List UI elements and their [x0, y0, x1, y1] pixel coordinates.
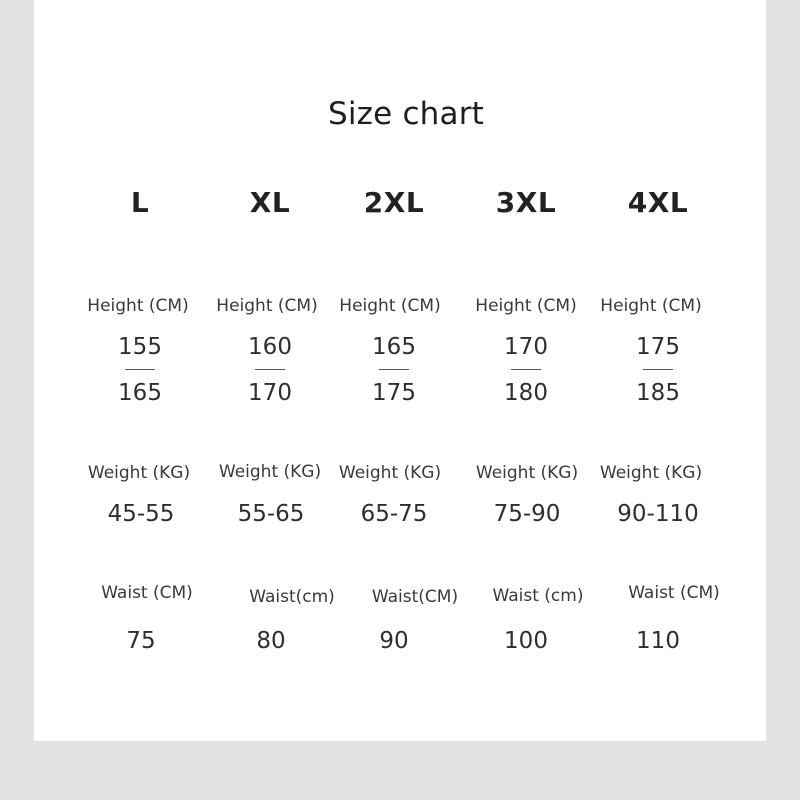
page-title: Size chart	[327, 96, 485, 132]
height-max-xl: 170	[248, 380, 292, 406]
height-max-2xl: 175	[372, 380, 416, 406]
height-label-2xl: Height (CM)	[339, 296, 441, 316]
weight-value-xl: 55-65	[237, 501, 305, 527]
height-min-3xl: 170	[504, 334, 548, 360]
weight-value-3xl: 75-90	[493, 501, 561, 527]
waist-label-4xl: Waist (CM)	[628, 583, 720, 603]
waist-label-2xl: Waist(CM)	[371, 587, 459, 607]
height-dash-4xl	[643, 369, 673, 370]
size-header-xl: XL	[249, 186, 291, 219]
waist-value-2xl: 90	[379, 628, 409, 654]
height-dash-l	[125, 369, 155, 370]
waist-label-3xl: Waist (cm)	[492, 586, 584, 606]
waist-value-l: 75	[126, 628, 156, 654]
weight-label-3xl: Weight (KG)	[475, 463, 579, 483]
weight-label-xl: Weight (KG)	[218, 462, 322, 482]
size-header-l: L	[130, 186, 150, 219]
height-label-xl: Height (CM)	[216, 296, 318, 316]
weight-label-4xl: Weight (KG)	[599, 463, 703, 483]
size-header-2xl: 2XL	[363, 186, 425, 219]
waist-value-3xl: 100	[504, 628, 548, 654]
height-min-l: 155	[118, 334, 162, 360]
weight-value-2xl: 65-75	[360, 501, 428, 527]
weight-value-4xl: 90-110	[617, 501, 699, 527]
height-min-xl: 160	[248, 334, 292, 360]
size-header-4xl: 4XL	[627, 186, 689, 219]
height-dash-xl	[255, 369, 285, 370]
weight-value-l: 45-55	[107, 501, 175, 527]
waist-value-xl: 80	[256, 628, 286, 654]
waist-value-4xl: 110	[636, 628, 680, 654]
height-dash-3xl	[511, 369, 541, 370]
waist-label-xl: Waist(cm)	[249, 587, 335, 607]
weight-label-2xl: Weight (KG)	[338, 463, 442, 483]
waist-label-l: Waist (CM)	[101, 583, 193, 603]
height-max-4xl: 185	[636, 380, 680, 406]
height-max-l: 165	[118, 380, 162, 406]
height-min-4xl: 175	[636, 334, 680, 360]
height-label-3xl: Height (CM)	[475, 296, 577, 316]
size-header-3xl: 3XL	[495, 186, 557, 219]
height-dash-2xl	[379, 369, 409, 370]
weight-label-l: Weight (KG)	[87, 463, 191, 483]
height-min-2xl: 165	[372, 334, 416, 360]
height-label-4xl: Height (CM)	[600, 296, 702, 316]
height-max-3xl: 180	[504, 380, 548, 406]
height-label-l: Height (CM)	[87, 296, 189, 316]
